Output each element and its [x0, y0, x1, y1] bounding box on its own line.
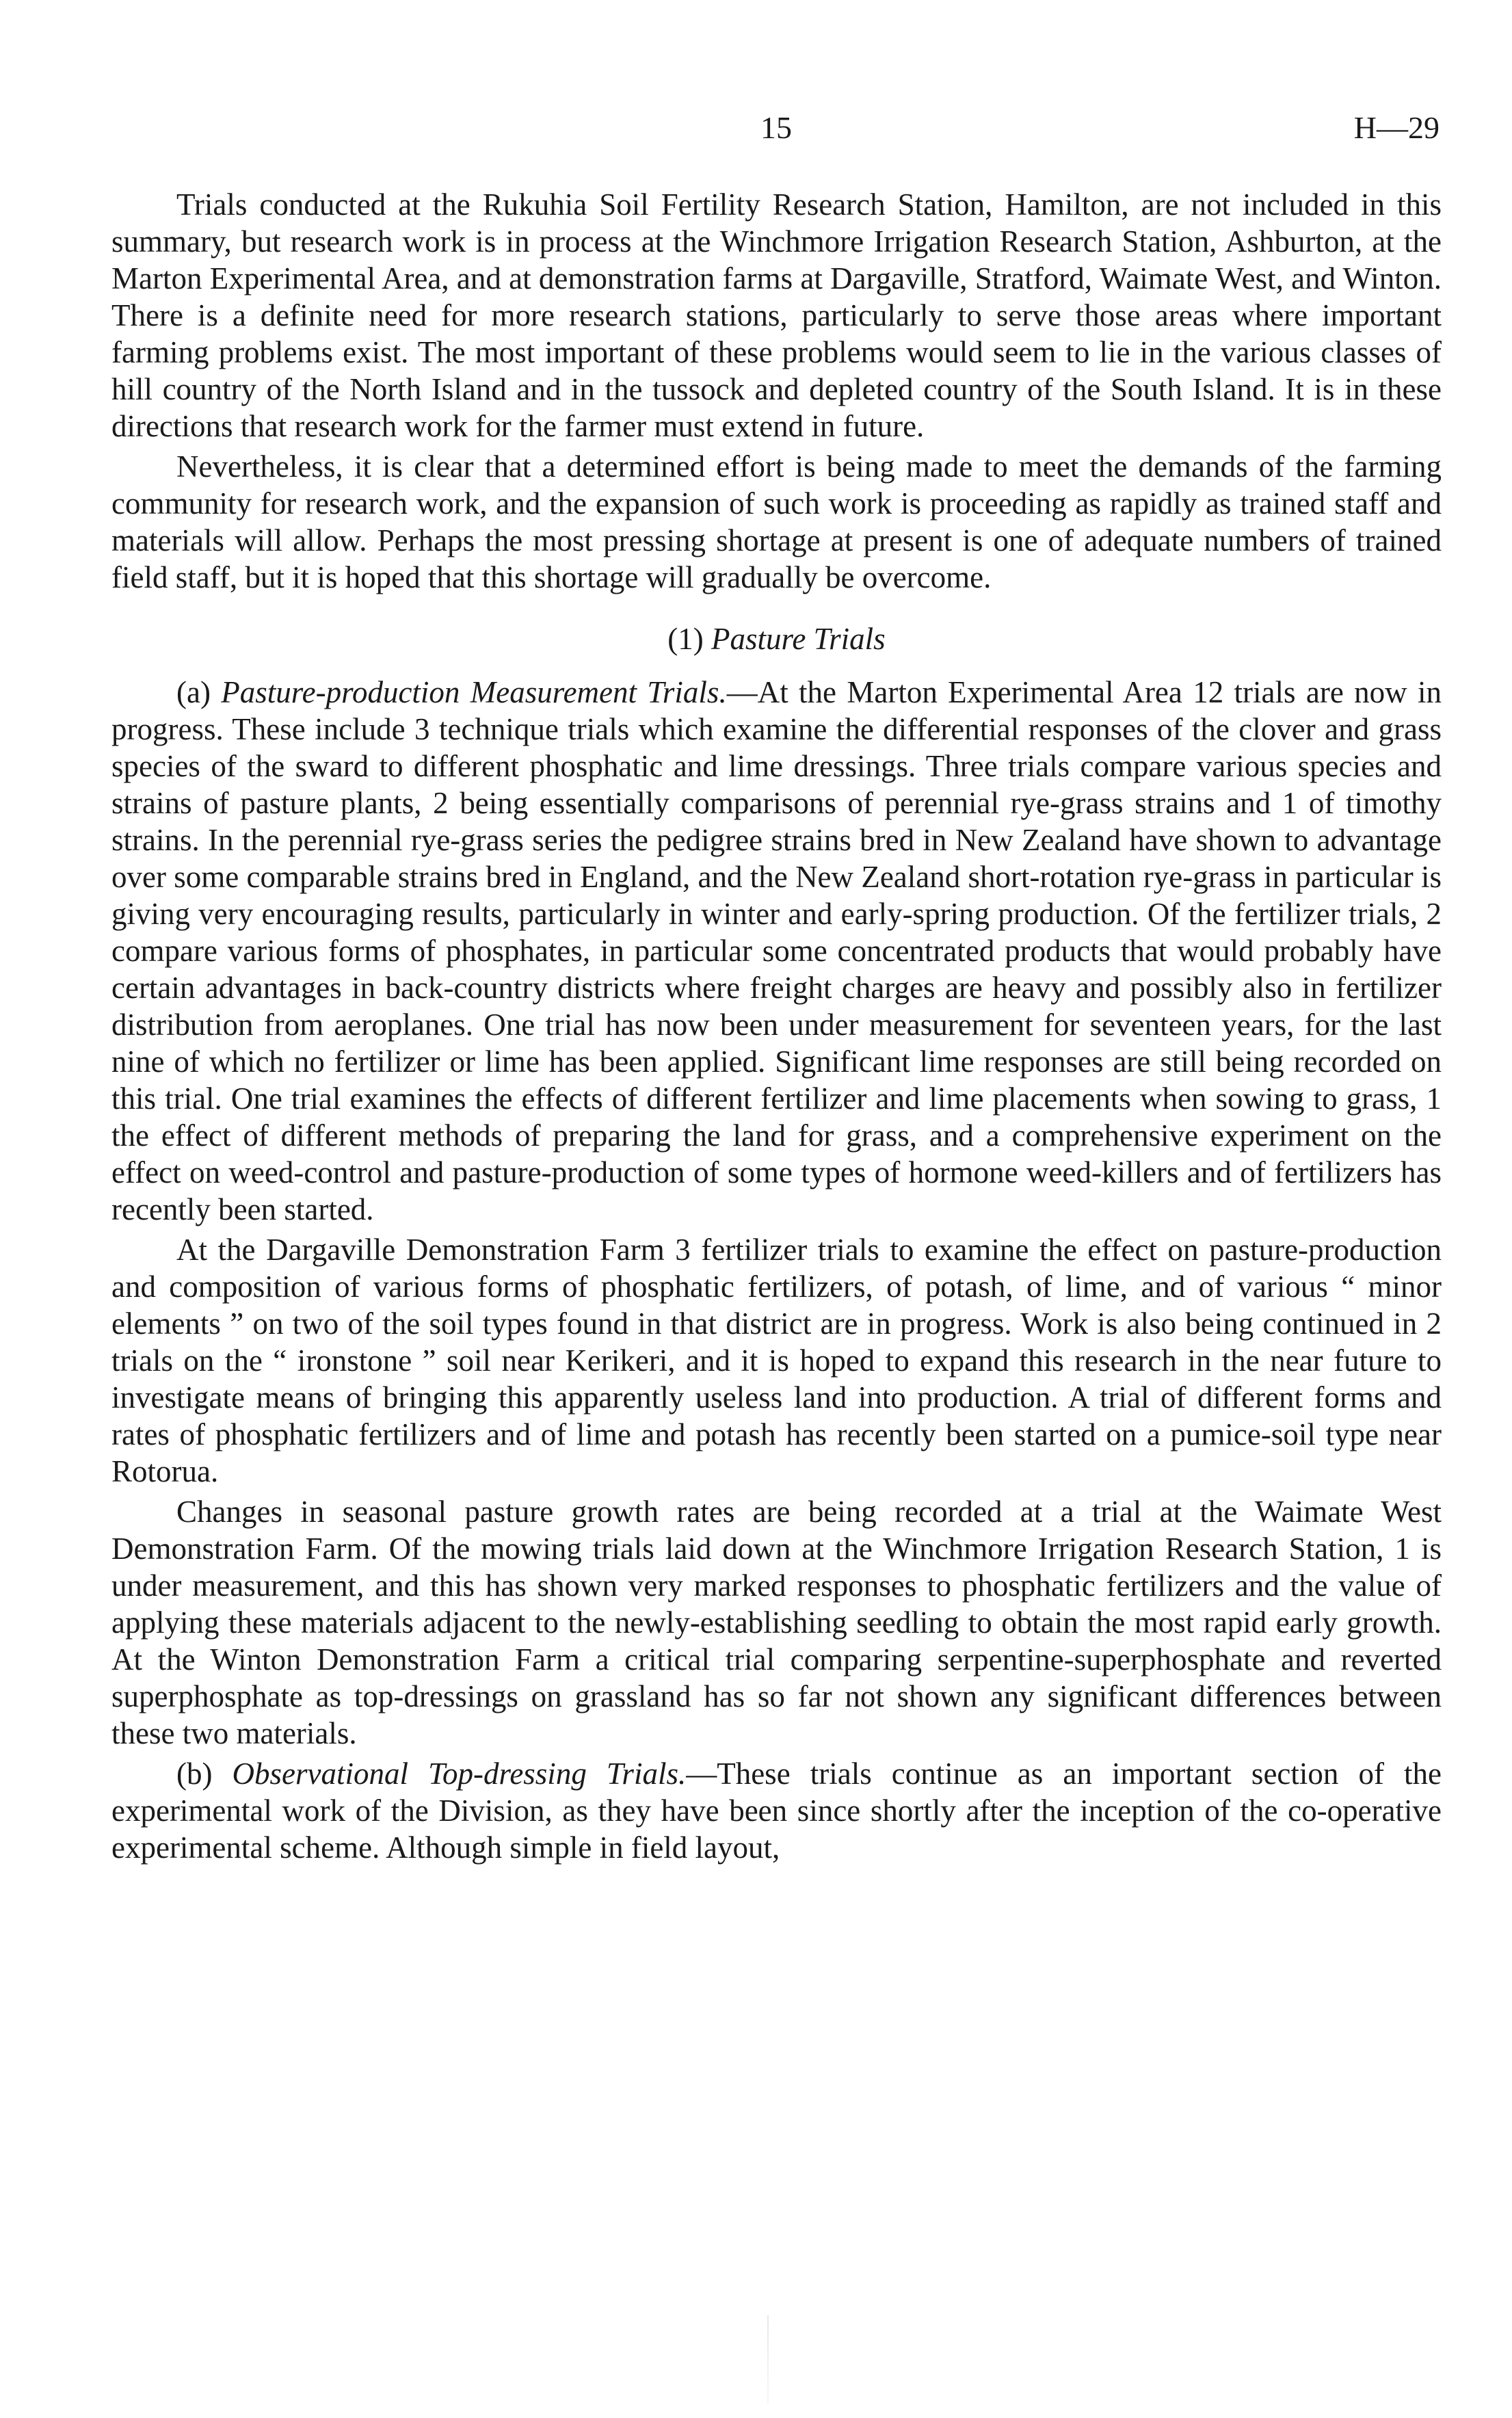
section-heading-title: Pasture Trials [711, 622, 886, 656]
subsection-label-b: (b) [176, 1757, 233, 1791]
page-number: 15 [760, 110, 792, 145]
paragraph-research-stations: Trials conducted at the Rukuhia Soil Fertility Research Station, Hamilton, are not included in this summary, but research work is in process at the Winchmore Irrigation Research Station, Ashburton, at the Marton Experimental Area, and at demonstration farms at Dargaville, Stratford, Waimate West, and Winton. There is a definite need for more research stations, particularly to serve those areas where important farming problems exist. The most important of these problems would seem to lie in the various classes of hill country of the North Island and in the tussock and depleted country of the South Island. It is in these directions that research work for the farmer must extend in future. [111, 187, 1442, 443]
paragraph-pasture-production-text: —At the Marton Experimental Area 12 trials are now in progress. These include 3 technique trials which examine the differential responses of the clover and grass species of the sward to different phosphatic and lime dressings. Three trials compare various species and strains of pasture plants, 2 being essentially comparisons of perennial rye-grass strains and 1 of timothy strains. In the perennial rye-grass series the pedigree strains bred in New Zealand have shown to advantage over some comparable strains bred in England, and the New Zealand short-rotation rye-grass in particular is giving very encouraging results, particularly in winter and early-spring production. Of the fertilizer trials, 2 compare various forms of phosphates, in particular some concentrated products that would probably have certain advantages in back-country districts where freight charges are heavy and possibly also in fertilizer distribution from aeroplanes. One trial has now been under measurement for seventeen years, for the last nine of which no fertilizer or lime has been applied. Significant lime responses are still being recorded on this trial. One trial examines the effects of different fertilizer and lime placements when sowing to grass, 1 the effect of different methods of preparing the land for grass, and a comprehensive experiment on the effect on weed-control and pasture-production of some types of hormone weed-killers and of fertilizers has recently been started. [111, 675, 1442, 1226]
paragraph-observational-trials [111, 1755, 1442, 1866]
document-code: H—29 [1353, 110, 1440, 145]
section-heading-number: (1) [667, 622, 704, 656]
section-heading [111, 620, 1442, 657]
paragraph-staff-shortage: Nevertheless, it is clear that a determined effort is being made to meet the demands of the farming community for research work, and the expansion of such work is proceeding as rapidly as trained staff and materials will allow. Perhaps the most pressing shortage at present is one of adequate numbers of trained field staff, but it is hoped that this shortage will gradually be overcome. [111, 449, 1442, 594]
scan-artifact [767, 2315, 769, 2404]
paragraph-seasonal-growth: Changes in seasonal pasture growth rates are being recorded at a trial at the Waimate West Demonstration Farm. Of the mowing trials laid down at the Winchmore Irrigation Research Station, 1 is under measurement, and this has shown very marked responses to phosphatic fertilizers and the value of applying these materials adjacent to the newly-establishing seedling to obtain the most rapid early growth. At the Winton Demonstration Farm a critical trial comparing serpentine-superphosphate and reverted superphosphate as top-dressings on grassland has so far not shown any significant differences between these two materials. [111, 1495, 1442, 1750]
body-text [111, 186, 1442, 1869]
paragraph-dargaville: At the Dargaville Demonstration Farm 3 fertilizer trials to examine the effect on pasture-production and composition of various forms of phosphatic fertilizers, of potash, of lime, and of various “ minor elements ” on two of the soil types found in that district are in progress. Work is also being continued in 2 trials on the “ ironstone ” soil near Kerikeri, and it is hoped to expand this research in the near future to investigate means of bringing this apparently useless land into production. A trial of different forms and rates of phosphatic fertilizers and of lime and potash has recently been started on a pumice-soil type near Rotorua. [111, 1233, 1442, 1488]
subsection-label-a: (a) [176, 675, 222, 709]
subsection-title-a: Pasture-production Measurement Trials. [221, 675, 727, 709]
subsection-title-b: Observational Top-dressing Trials. [232, 1757, 687, 1791]
paragraph-observational-trials-text: —These trials continue as an important section of the experimental work of the Division, as they have been since shortly after the inception of the co-operative experimental scheme. Although simple in field layout, [111, 1757, 1442, 1865]
paragraph-pasture-production [111, 674, 1442, 1228]
page-header [113, 109, 1440, 157]
